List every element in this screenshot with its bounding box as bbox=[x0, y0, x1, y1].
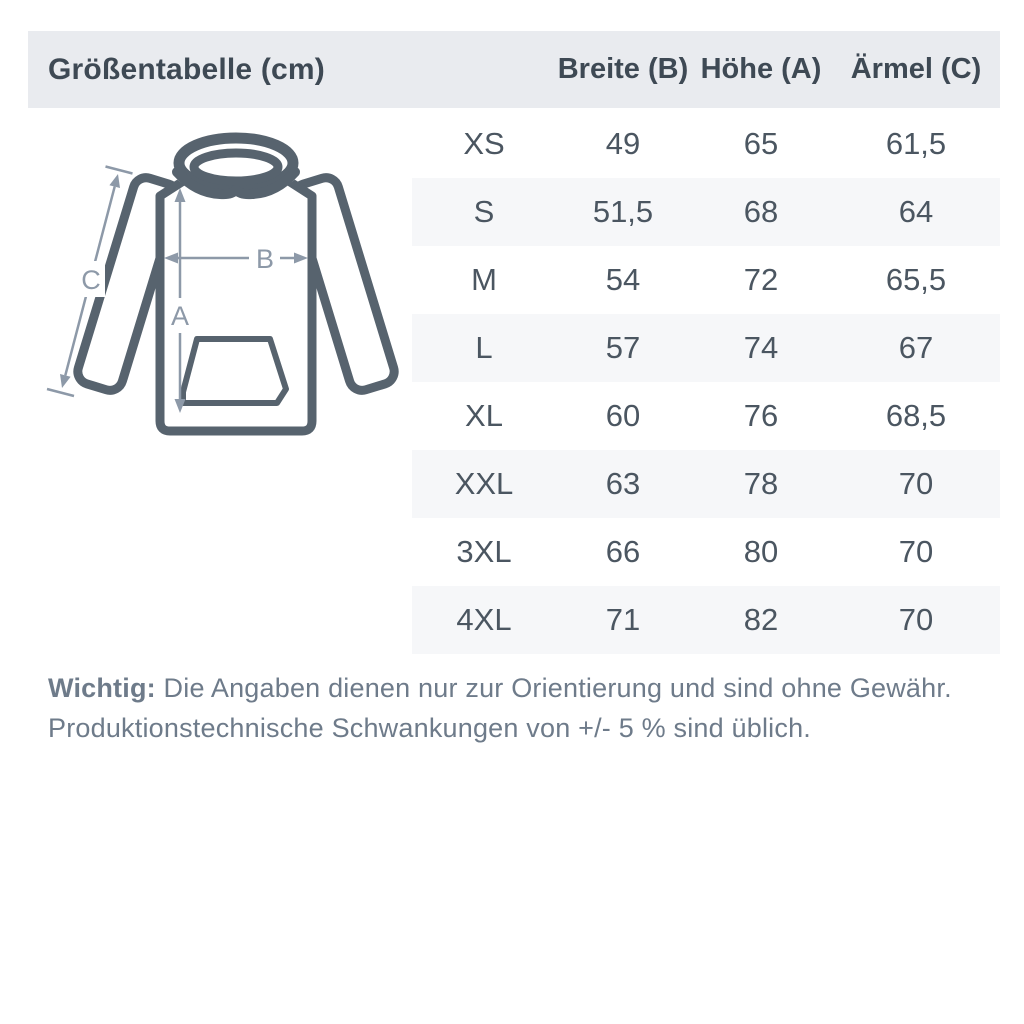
breite-cell: 54 bbox=[605, 262, 641, 297]
column-header-aermel: Ärmel (C) bbox=[850, 53, 982, 85]
hoehe-cell: 65 bbox=[743, 126, 779, 161]
aermel-cell: 70 bbox=[898, 534, 934, 569]
spacer bbox=[28, 518, 412, 586]
aermel-cell: 68,5 bbox=[885, 398, 947, 433]
aermel-cell: 70 bbox=[832, 450, 1000, 518]
breite-cell: 71 bbox=[556, 586, 690, 654]
label-b: B bbox=[255, 244, 275, 274]
hoehe-cell: 72 bbox=[743, 262, 779, 297]
size-cell: 4XL bbox=[412, 586, 556, 654]
disclaimer-line-1 bbox=[48, 668, 988, 708]
disclaimer-text-1: Die Angaben dienen nur zur Orientierung und sind ohne Gewähr. bbox=[163, 673, 952, 703]
column-header-hoehe: Höhe (A) bbox=[700, 53, 822, 85]
spacer bbox=[28, 586, 412, 654]
aermel-cell: 70 bbox=[832, 586, 1000, 654]
label-c: C bbox=[81, 265, 101, 295]
aermel-cell: 64 bbox=[832, 178, 1000, 246]
breite-cell: 60 bbox=[605, 398, 641, 433]
breite-cell: 66 bbox=[605, 534, 641, 569]
disclaimer-line-2: Produktionstechnische Schwankungen von +/- 5 % sind üblich. bbox=[48, 713, 812, 743]
hoehe-cell: 78 bbox=[690, 450, 832, 518]
table-row bbox=[28, 586, 1000, 654]
breite-cell: 49 bbox=[605, 126, 641, 161]
aermel-cell: 65,5 bbox=[885, 262, 947, 297]
size-cell: S bbox=[412, 178, 556, 246]
hoehe-cell: 80 bbox=[743, 534, 779, 569]
page-title: Größentabelle (cm) bbox=[48, 52, 325, 86]
size-cell: XS bbox=[463, 126, 505, 161]
size-cell: XXL bbox=[412, 450, 556, 518]
table-row bbox=[28, 518, 1000, 586]
breite-cell: 57 bbox=[556, 314, 690, 382]
disclaimer-note bbox=[48, 668, 988, 748]
column-header-breite: Breite (B) bbox=[557, 53, 689, 85]
size-cell: 3XL bbox=[456, 534, 512, 569]
hoodie-measurement-diagram bbox=[40, 126, 410, 461]
hoodie-hood bbox=[170, 136, 302, 196]
hoehe-cell: 74 bbox=[690, 314, 832, 382]
hoehe-cell: 82 bbox=[690, 586, 832, 654]
important-label: Wichtig: bbox=[48, 673, 156, 703]
size-cell: M bbox=[471, 262, 497, 297]
aermel-cell: 61,5 bbox=[885, 126, 947, 161]
label-a: A bbox=[170, 301, 190, 331]
hoodie-pocket bbox=[183, 339, 286, 403]
hoehe-cell: 76 bbox=[743, 398, 779, 433]
size-cell: L bbox=[412, 314, 556, 382]
aermel-cell: 67 bbox=[832, 314, 1000, 382]
breite-cell: 63 bbox=[556, 450, 690, 518]
size-cell: XL bbox=[465, 398, 503, 433]
breite-cell: 51,5 bbox=[556, 178, 690, 246]
size-chart-header bbox=[28, 31, 1000, 108]
hoehe-cell: 68 bbox=[690, 178, 832, 246]
